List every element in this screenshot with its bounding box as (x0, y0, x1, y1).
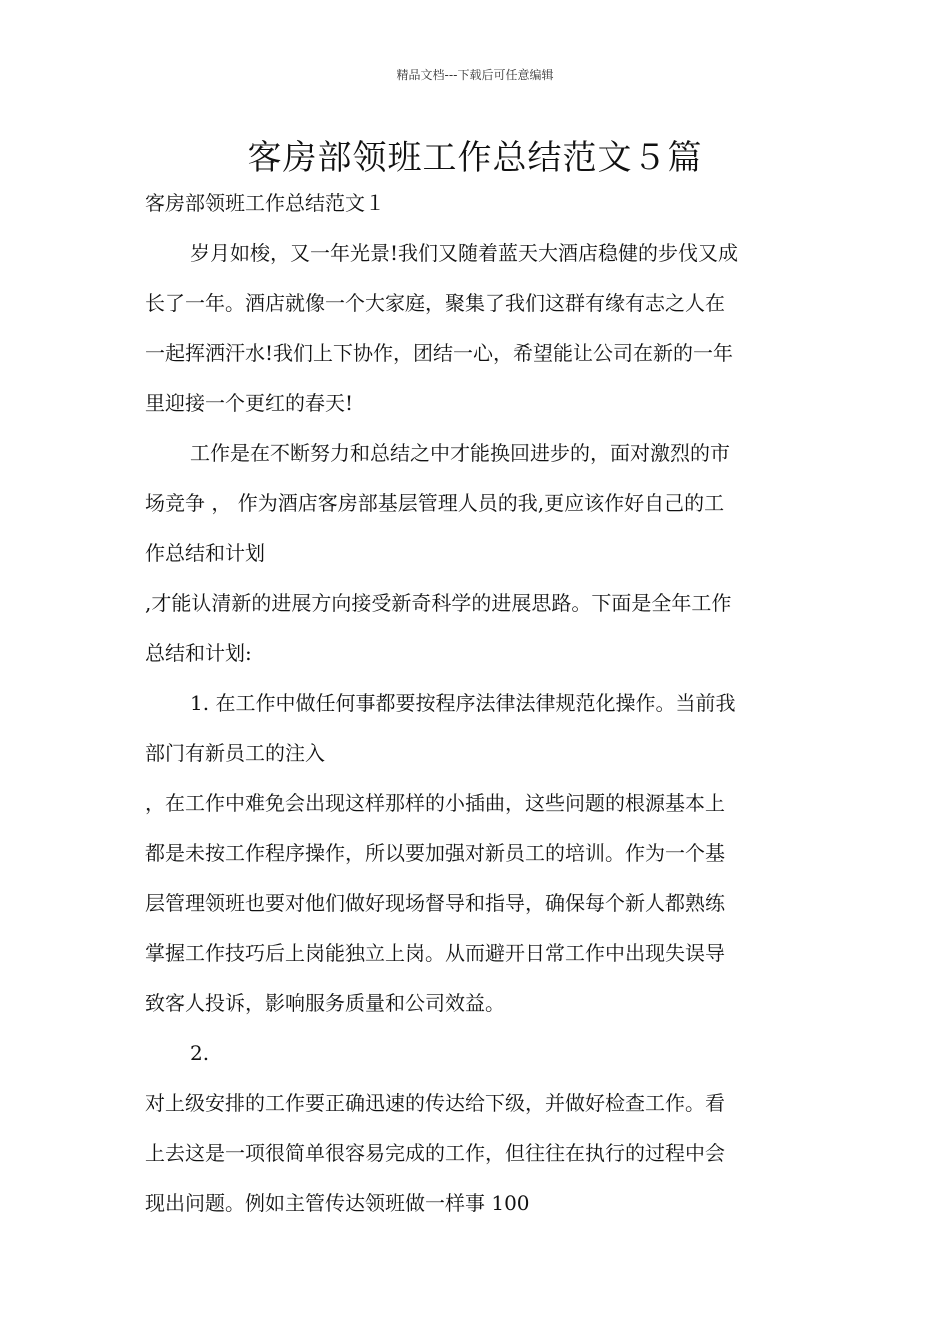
header-note: 精品文档---下载后可任意编辑 (396, 68, 554, 82)
text-line: 现出问题。例如主管传达领班做一样事 100 (145, 1191, 530, 1215)
text-line: 对上级安排的工作要正确迅速的传达给下级，并做好检查工作。看 (145, 1091, 725, 1115)
text-line: 层管理领班也要对他们做好现场督导和指导，确保每个新人都熟练 (145, 891, 725, 915)
text-line: ，在工作中难免会出现这样那样的小插曲，这些问题的根源基本上 (145, 791, 725, 815)
text-line: 掌握工作技巧后上岗能独立上岗。从而避开日常工作中出现失误导 (145, 941, 725, 965)
text-line: 1. 在工作中做任何事都要按程序法律法律规范化操作。当前我 (190, 691, 736, 715)
text-line: 部门有新员工的注入 (145, 741, 325, 765)
text-line: 作总结和计划 (145, 541, 265, 565)
text-line: 都是未按工作程序操作，所以要加强对新员工的培训。作为一个基 (145, 841, 725, 865)
text-line: 致客人投诉，影响服务质量和公司效益。 (145, 991, 505, 1015)
text-line: 一起挥洒汗水!我们上下协作，团结一心，希望能让公司在新的一年 (145, 341, 734, 365)
text-line: 2. (190, 1041, 210, 1065)
text-line: 上去这是一项很简单很容易完成的工作，但往往在执行的过程中会 (145, 1141, 725, 1165)
text-line: 工作是在不断努力和总结之中才能换回进步的，面对激烈的市 (190, 441, 730, 465)
text-line: ,才能认清新的进展方向接受新奇科学的进展思路。下面是全年工作 (145, 591, 732, 615)
text-line: 长了一年。酒店就像一个大家庭，聚集了我们这群有缘有志之人在 (145, 291, 725, 315)
document-title: 客房部领班工作总结范文５篇 (247, 138, 703, 178)
text-line: 场竞争 ， 作为酒店客房部基层管理人员的我,更应该作好自己的工 (145, 491, 725, 515)
text-line: 岁月如梭，又一年光景!我们又随着蓝天大酒店稳健的步伐又成 (190, 241, 739, 265)
text-line: 里迎接一个更红的春天! (145, 391, 354, 415)
text-line: 总结和计划: (145, 641, 252, 665)
section-subtitle: 客房部领班工作总结范文１ (145, 191, 385, 215)
document-body (145, 228, 805, 1228)
